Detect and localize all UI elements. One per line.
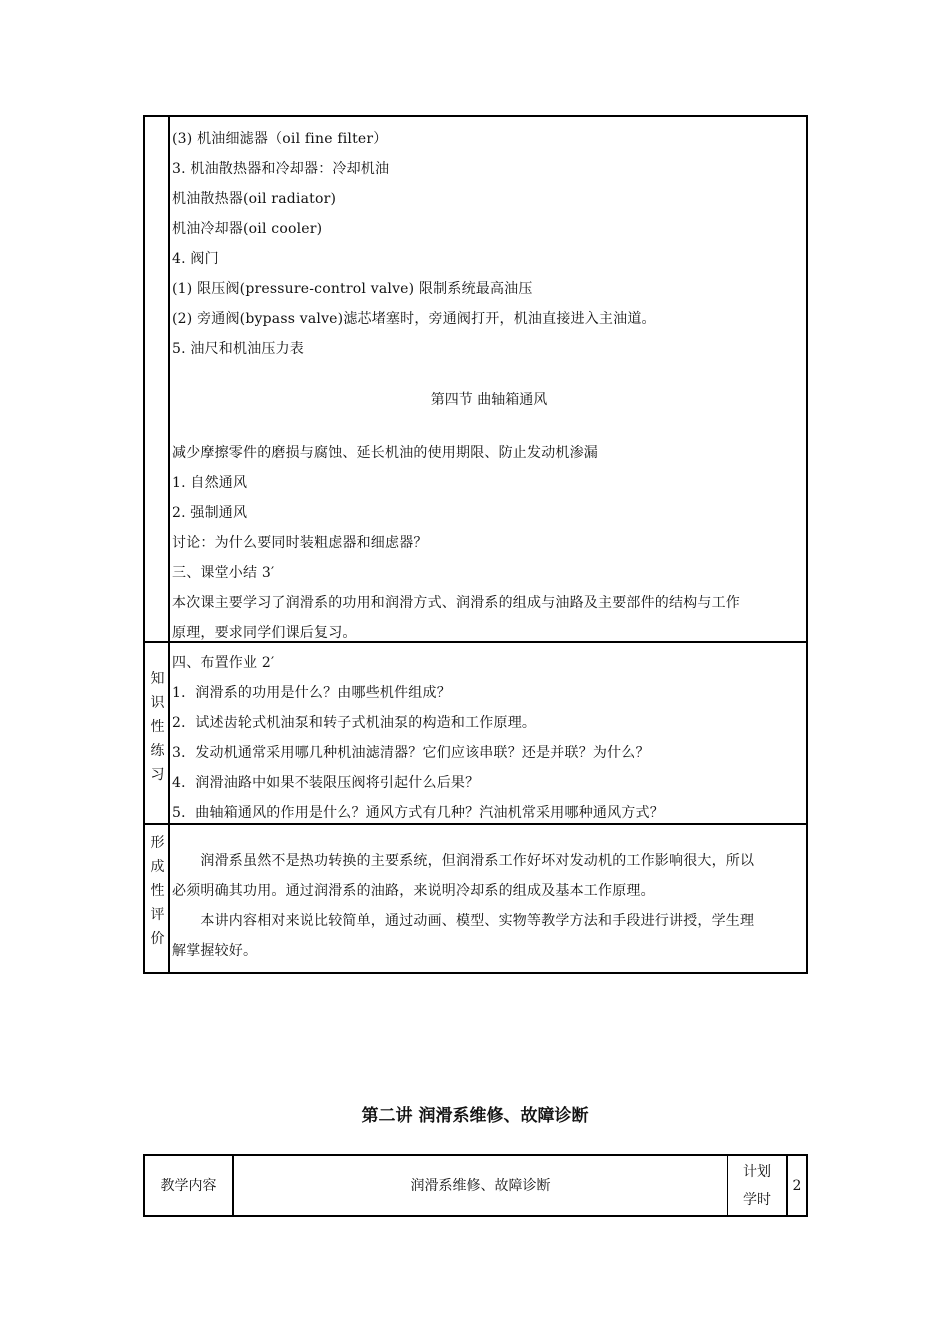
- teaching-content-label: 教学内容: [160, 1177, 217, 1194]
- content-line: 减少摩擦零件的磨损与腐蚀、延长机油的使用期限、防止发动机渗漏: [172, 445, 598, 461]
- evaluation-line: 润滑系虽然不是热功转换的主要系统，但润滑系工作好坏对发动机的工作影响很大，所以: [172, 853, 755, 869]
- content-line: 讨论：为什么要同时装粗虑器和细虑器？: [172, 535, 428, 551]
- content-line: 5. 油尺和机油压力表: [172, 341, 305, 357]
- content-line: 三、课堂小结 3′: [172, 565, 275, 581]
- row-divider-evaluation: [145, 823, 806, 825]
- content-line: 原理，要求同学们课后复习。: [172, 625, 357, 641]
- content-line: 3. 机油散热器和冷却器：冷却机油: [172, 161, 390, 177]
- content-line: 1. 自然通风: [172, 475, 248, 491]
- content-line: (3) 机油细滤器（oil fine filter）: [172, 131, 388, 147]
- knowledge-practice-label: 知 识 性 练 习: [150, 671, 165, 783]
- content-line: 4. 阀门: [172, 251, 219, 267]
- homework-line: 3．发动机通常采用哪几种机油滤清器？它们应该串联？还是并联？为什么？: [172, 745, 650, 761]
- homework-line: 5．曲轴箱通风的作用是什么？通风方式有几种？汽油机常采用哪种通风方式？: [172, 805, 664, 821]
- content-line: 机油散热器(oil radiator): [172, 191, 337, 207]
- content-line: 本次课主要学习了润滑系的功用和润滑方式、润滑系的组成与油路及主要部件的结构与工作: [172, 595, 740, 611]
- content-line: 2. 强制通风: [172, 505, 248, 521]
- homework-line: 2．试述齿轮式机油泵和转子式机油泵的构造和工作原理。: [172, 715, 537, 731]
- planned-hours-value: 2: [792, 1177, 802, 1194]
- evaluation-line: 解掌握较好。: [172, 943, 258, 959]
- lecture-title: 第二讲 润滑系维修、故障诊断: [361, 1106, 589, 1126]
- formative-evaluation-label: 形 成 性 评 价: [150, 835, 165, 947]
- lesson-plan-table: [143, 115, 808, 974]
- homework-line: 1．润滑系的功用是什么？由哪些机件组成？: [172, 685, 451, 701]
- content-line: (1) 限压阀(pressure-control valve) 限制系统最高油压: [172, 281, 533, 297]
- homework-line: 四、布置作业 2′: [172, 655, 275, 671]
- section-title: 第四节 曲轴箱通风: [430, 392, 548, 408]
- lecture-info-table: [143, 1154, 808, 1217]
- evaluation-line: 必须明确其功用。通过润滑系的油路，来说明冷却系的组成及基本工作原理。: [172, 883, 655, 899]
- content-line: 机油冷却器(oil cooler): [172, 221, 323, 237]
- planned-hours-label: 计划 学时: [743, 1163, 771, 1208]
- evaluation-line: 本讲内容相对来说比较简单，通过动画、模型、实物等教学方法和手段进行讲授，学生理: [172, 913, 755, 929]
- homework-line: 4．润滑油路中如果不装限压阀将引起什么后果？: [172, 775, 480, 791]
- content-line: (2) 旁通阀(bypass valve)滤芯堵塞时，旁通阀打开，机油直接进入主油道。: [172, 311, 656, 327]
- teaching-content-value: 润滑系维修、故障诊断: [410, 1177, 551, 1194]
